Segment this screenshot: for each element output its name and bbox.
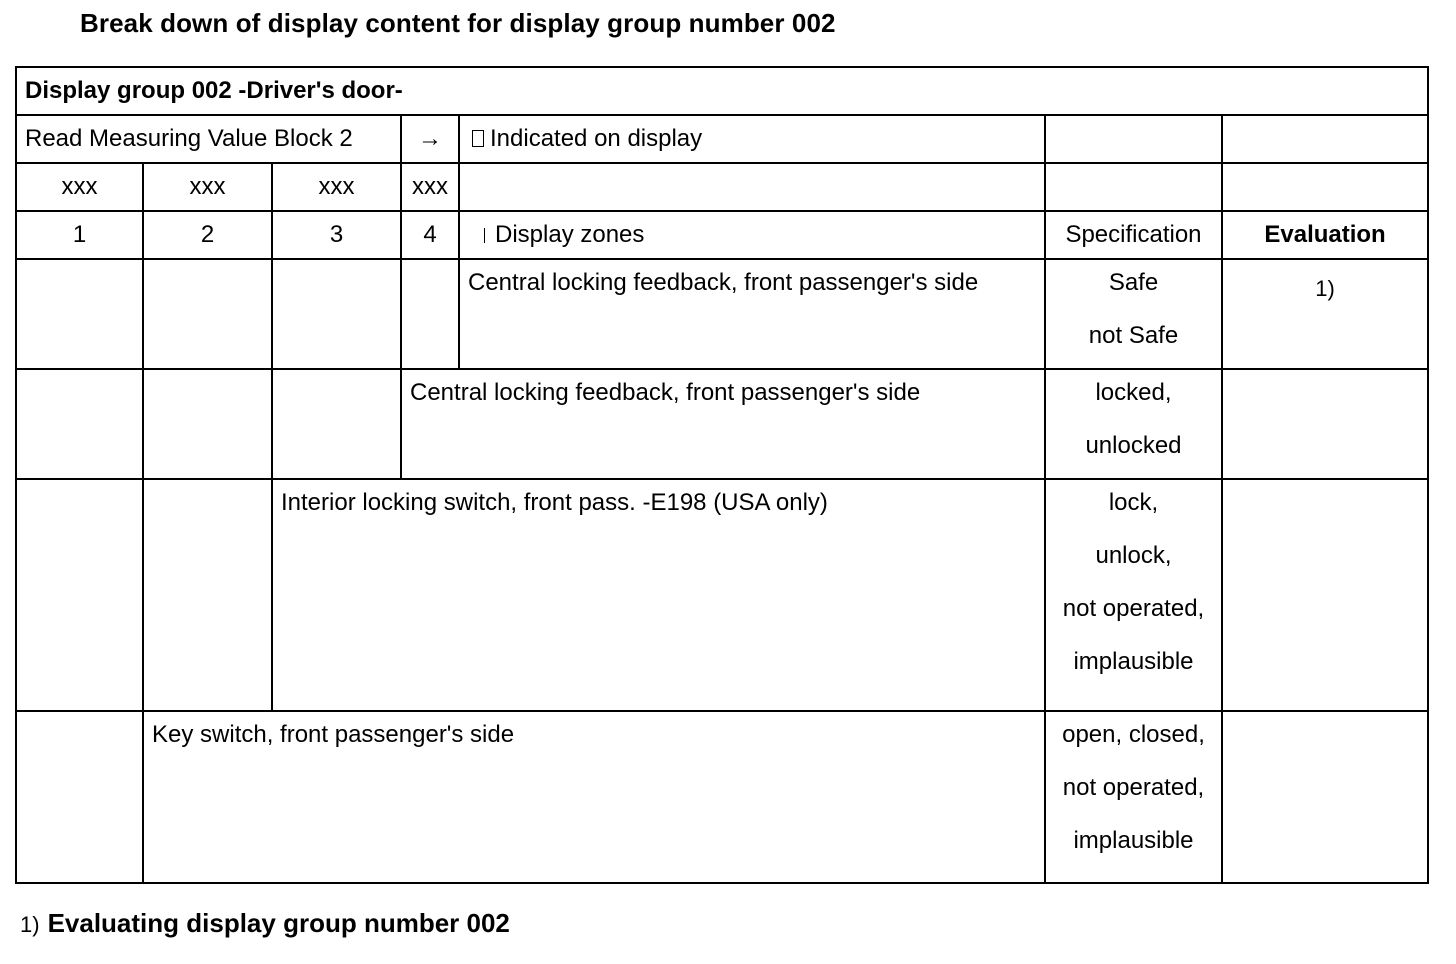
xxx-cell-2: xxx [143,163,272,211]
empty-cell [1045,163,1222,211]
spec-value: not operated, [1062,595,1205,622]
row-label: Central locking feedback, front passenger's side [459,259,1045,369]
eval-cell [1222,711,1428,883]
cursor-bar-icon [484,228,485,243]
zones-header-row [16,211,1428,259]
spec-cell [1045,259,1222,369]
empty-cell [16,259,143,369]
spec-value: implausible [1073,648,1194,675]
xxx-cell-4: xxx [401,163,459,211]
empty-cell [16,711,143,883]
display-zones-label: Display zones [495,221,645,248]
display-group-table [15,66,1429,884]
zone-number-4: 4 [401,211,459,259]
indicated-label: Indicated on display [490,125,703,152]
zone-number-2: 2 [143,211,272,259]
spec-value: unlocked [1085,432,1182,459]
spec-cell [1045,369,1222,479]
evaluation-header: Evaluation [1222,211,1428,259]
empty-cell [143,369,272,479]
spec-value: open, closed, [1062,721,1205,748]
spec-value: not Safe [1088,322,1179,349]
page-title: Break down of display content for display group number 002 [80,8,836,38]
zone-number-1: 1 [16,211,143,259]
eval-cell [1222,259,1428,369]
spec-cell [1045,479,1222,711]
spec-value: Safe [1108,269,1159,296]
table-row [16,259,1428,369]
eval-cell [1222,479,1428,711]
spec-value: unlock, [1095,542,1172,569]
zone-number-3: 3 [272,211,401,259]
spec-value: locked, [1095,379,1172,406]
group-header-row [16,67,1428,115]
checkbox-square-icon [472,130,484,147]
empty-cell [16,479,143,711]
empty-cell [1222,115,1428,163]
xxx-cell-1: xxx [16,163,143,211]
empty-cell [16,369,143,479]
footnote [20,908,510,939]
empty-cell [272,259,401,369]
row-label: Central locking feedback, front passenger's side [401,369,1045,479]
empty-cell [459,163,1045,211]
empty-cell [143,259,272,369]
read-block-label: Read Measuring Value Block 2 [16,115,401,163]
empty-cell [143,479,272,711]
spec-value: not operated, [1062,774,1205,801]
spec-cell [1045,711,1222,883]
row-label: Interior locking switch, front pass. -E198 (USA only) [272,479,1045,711]
read-block-row [16,115,1428,163]
spec-value: implausible [1073,827,1194,854]
display-zones-cell [459,211,1045,259]
spec-value: lock, [1108,489,1159,516]
footnote-text: Evaluating display group number 002 [47,908,510,938]
empty-cell [272,369,401,479]
eval-cell [1222,369,1428,479]
table-row [16,479,1428,711]
group-header: Display group 002 -Driver's door- [16,67,1428,115]
table-row [16,711,1428,883]
xxx-row [16,163,1428,211]
xxx-cell-3: xxx [272,163,401,211]
arrow-icon: → [401,115,459,163]
table-row [16,369,1428,479]
eval-note: 1) [1315,276,1335,301]
empty-cell [1222,163,1428,211]
footnote-mark: 1) [20,912,40,937]
specification-header: Specification [1045,211,1222,259]
row-label: Key switch, front passenger's side [143,711,1045,883]
empty-cell [401,259,459,369]
empty-cell [1045,115,1222,163]
indicated-cell [459,115,1045,163]
